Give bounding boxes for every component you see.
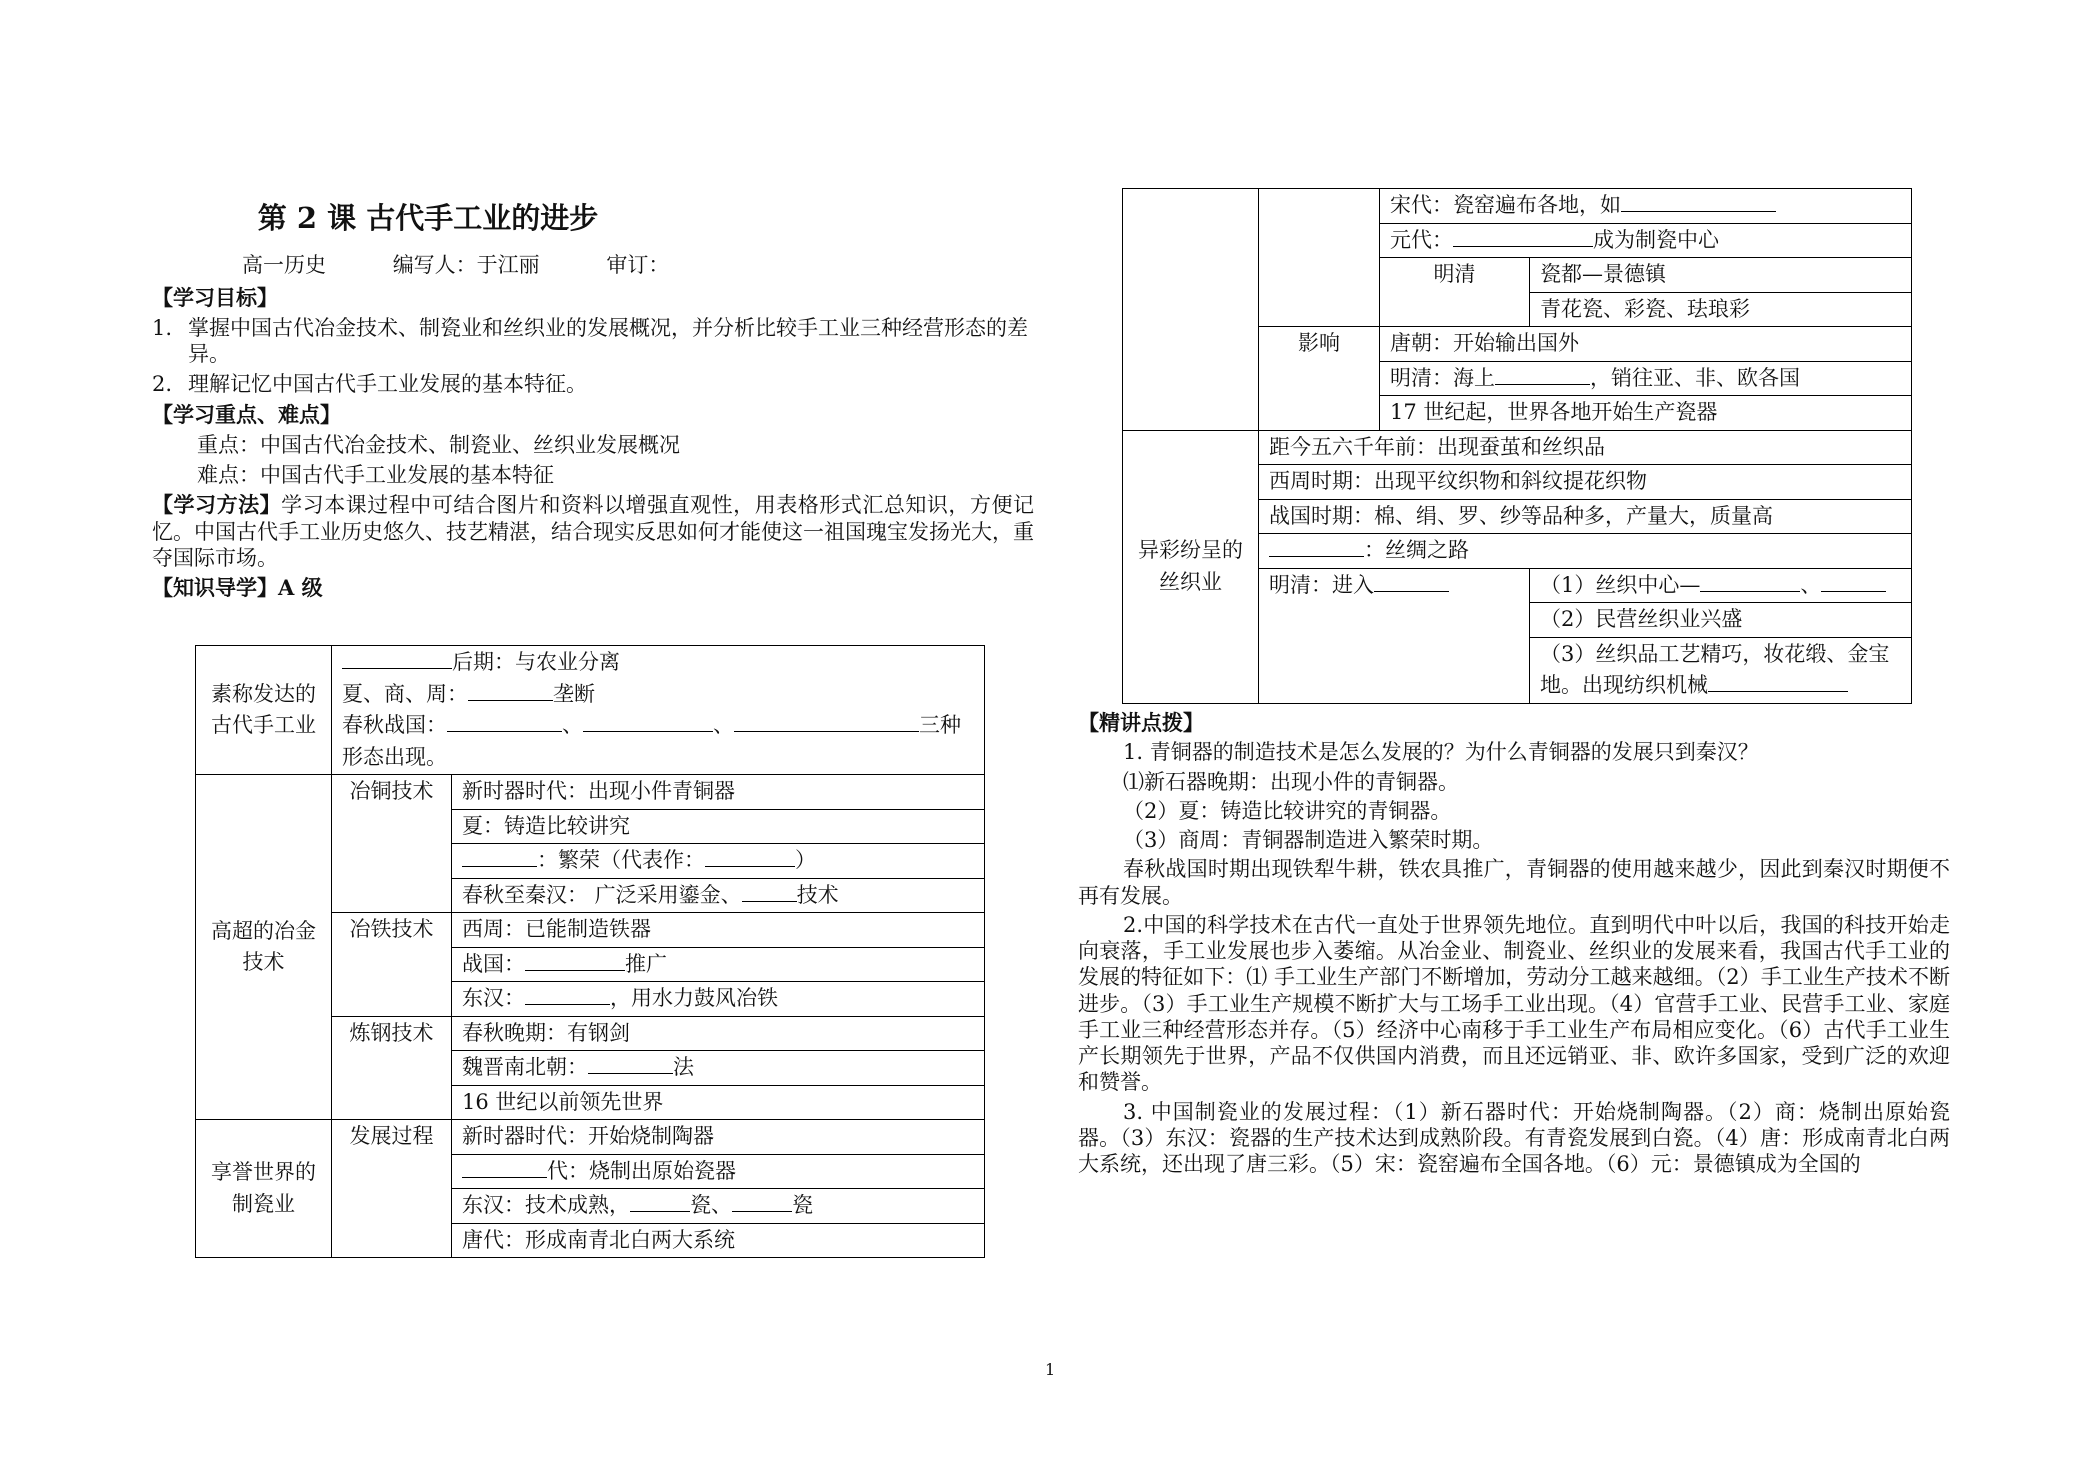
handicraft-line-2: 夏、商、周： 垄断 [342,681,595,706]
category-metallurgy: 高超的冶金技术 [196,775,332,1120]
fill-blank[interactable] [1374,571,1449,592]
key-points-section [1078,710,1950,1180]
goal-1 [152,315,1034,368]
page-title: 第 2 课 古代手工业的进步 [257,201,599,235]
silk-mingqing: 明清：进入 [1259,568,1530,703]
fill-blank[interactable] [447,711,562,732]
silk-mingqing-1: （1）丝织中心— 、 [1530,568,1912,603]
fill-blank[interactable] [705,846,795,867]
subcat-copper: 冶铜技术 [332,775,452,913]
fill-blank[interactable] [1495,364,1590,385]
handicraft-line-1: 后期：与农业分离 [342,647,974,679]
method-paragraph [152,492,1034,571]
meta-line [152,252,1034,278]
method-text: 学习本课过程中可结合图片和资料以增强直观性，用表格形式汇总知识，方便记忆。中国古代手工业历史悠久、技艺精湛，结合现实反思如何才能使这一祖国瑰宝发扬光大，重夺国际市场。 [152,493,1035,570]
fill-blank[interactable] [468,680,553,701]
influence-2: 明清：海上 ，销往亚、非、欧各国 [1380,361,1912,396]
steel-1: 春秋晚期：有钢剑 [452,1016,985,1051]
copper-1: 新时器时代：出现小件青铜器 [452,775,985,810]
steel-2: 魏晋南北朝： 法 [452,1051,985,1086]
dev-3: 东汉：技术成熟， 瓷、 瓷 [452,1189,985,1224]
left-knowledge-table [195,645,985,1258]
fill-blank[interactable] [462,1157,547,1178]
fill-blank[interactable] [462,846,537,867]
left-column [152,200,1034,601]
dev-2: 代：烧制出原始瓷器 [452,1154,985,1189]
answer-1: ⑴新石器晚期：出现小件的青铜器。 [1123,769,1459,794]
mingqing-label: 明清 [1380,258,1530,327]
table-row [1123,189,1912,224]
silk-1: 距今五六千年前：出现蚕茧和丝织品 [1259,430,1912,465]
fill-blank[interactable] [1269,536,1364,557]
iron-2: 战国： 推广 [452,947,985,982]
copper-3: ：繁荣（代表作： ） [452,844,985,879]
handicraft-cell [332,646,985,775]
iron-1: 西周：已能制造铁器 [452,913,985,948]
fill-blank[interactable] [583,711,713,732]
silk-mingqing-2: （2）民营丝织业兴盛 [1530,603,1912,638]
fill-blank[interactable] [1621,191,1776,212]
fill-blank[interactable] [1708,671,1848,692]
fill-blank[interactable] [742,881,797,902]
silk-4: ：丝绸之路 [1259,534,1912,569]
fill-blank[interactable] [1821,571,1886,592]
table-row [196,1120,985,1155]
reviewer: 审订： [606,253,670,278]
focus-key: 重点：中国古代冶金技术、制瓷业、丝织业发展概况 [197,432,680,457]
fill-blank[interactable] [525,950,625,971]
silk-3: 战国时期：棉、绢、罗、纱等品种多，产量大，质量高 [1259,499,1912,534]
fill-blank[interactable] [1700,571,1800,592]
paragraph-3: 3. 中国制瓷业的发展过程：（1）新石器时代：开始烧制陶器。（2）商：烧制出原始瓷器。（3）东汉：瓷器的生产技术达到成熟阶段。有青瓷发展到白瓷。（4）唐：形成南青北白两大系统，还出现了唐三彩。（5）宋：瓷窑遍布全国各地。（6）元：景德镇成为全国的 [1078,1099,1950,1176]
author: 编写人：于江丽 [392,253,540,278]
fill-blank[interactable] [342,648,452,669]
dev-4: 唐代：形成南青北白两大系统 [452,1223,985,1258]
goal-2-num: 2. [152,372,173,397]
goal-1-num: 1. [152,315,173,340]
influence-label: 影响 [1259,327,1380,431]
category-handicraft: 素称发达的古代手工业 [196,646,332,775]
guide-heading: 【知识导学】A 级 [152,575,323,600]
answer-4: 春秋战国时期出现铁犁牛耕，铁农具推广，青铜器的使用越来越少，因此到秦汉时期便不再有发展。 [1078,857,1950,908]
fill-blank[interactable] [588,1053,673,1074]
porcelain-continued [1123,189,1259,431]
subject: 高一历史 [242,253,326,278]
fill-blank[interactable] [1453,226,1593,247]
yuan-row: 元代： 成为制瓷中心 [1380,223,1912,258]
method-heading: 【学习方法】 [152,492,282,518]
influence-1: 唐朝：开始输出国外 [1380,327,1912,362]
fill-blank[interactable] [525,984,610,1005]
table-row [196,646,985,775]
answer-3: （3）商周：青铜器制造进入繁荣时期。 [1123,828,1494,852]
right-knowledge-table [1122,188,1912,704]
development-continued [1259,189,1380,327]
song-row: 宋代：瓷窑遍布各地，如 [1380,189,1912,224]
silk-2: 西周时期：出现平纹织物和斜纹提花织物 [1259,465,1912,500]
goals-heading: 【学习目标】 [152,284,278,310]
mingqing-2: 青花瓷、彩瓷、珐琅彩 [1530,292,1912,327]
question-1: 1. 青铜器的制造技术是怎么发展的？为什么青铜器的发展只到秦汉？ [1123,740,1759,765]
steel-3: 16 世纪以前领先世界 [452,1085,985,1120]
page-number: 1 [1045,1360,1056,1379]
goal-1-text: 掌握中国古代冶金技术、制瓷业和丝织业的发展概况，并分析比较手工业三种经营形态的差异。 [188,315,1028,366]
iron-3: 东汉： ，用水力鼓风冶铁 [452,982,985,1017]
category-silk: 异彩纷呈的丝织业 [1123,430,1259,703]
table-row [196,775,985,810]
influence-3: 17 世纪起，世界各地开始生产瓷器 [1380,396,1912,431]
focus-heading: 【学习重点、难点】 [152,401,341,427]
goal-2 [152,371,1034,397]
copper-4: 春秋至秦汉： 广泛采用鎏金、 技术 [452,878,985,913]
key-points-heading: 【精讲点拨】 [1078,710,1204,735]
subcat-steel: 炼钢技术 [332,1016,452,1120]
table-row [1123,430,1912,465]
mingqing-1: 瓷都—景德镇 [1530,258,1912,293]
fill-blank[interactable] [732,1191,792,1212]
subcat-iron: 冶铁技术 [332,913,452,1017]
fill-blank[interactable] [734,711,919,732]
silk-mingqing-3: （3）丝织品工艺精巧，妆花缎、金宝地。出现纺织机械 [1530,637,1912,703]
subcat-development: 发展过程 [332,1120,452,1258]
answer-2: （2）夏：铸造比较讲究的青铜器。 [1123,798,1452,823]
goal-2-text: 理解记忆中国古代手工业发展的基本特征。 [188,372,587,397]
focus-difficult: 难点：中国古代手工业发展的基本特征 [197,463,554,487]
category-porcelain: 享誉世界的制瓷业 [196,1120,332,1258]
paragraph-2: 2.中国的科学技术在古代一直处于世界领先地位。直到明代中叶以后，我国的科技开始走向衰落，手工业发展也步入萎缩。从冶金业、制瓷业、丝织业的发展来看，我国古代手工业的发展的特征如下：⑴ 手工业生产部门不断增加，劳动分工越来越细。（2）手工业生产技术不断进步。（3）手工业生产规模不断扩大与工场手工业出现。（4）官营手工业、民营手工业、家庭手工业三种经营形态并存。（5）经济中心南移于手工业生产布局相应变化。（6）古代手工业生产长期领先于世界，产品不仅供国内消费，而且还远销亚、非、欧许多国家，受到广泛的欢迎和赞誉。 [1078,912,1950,1095]
handicraft-line-3: 春秋战国： 、 、 三种形态出现。 [342,713,961,769]
dev-1: 新时器时代：开始烧制陶器 [452,1120,985,1155]
fill-blank[interactable] [630,1191,690,1212]
copper-2: 夏：铸造比较讲究 [452,809,985,844]
